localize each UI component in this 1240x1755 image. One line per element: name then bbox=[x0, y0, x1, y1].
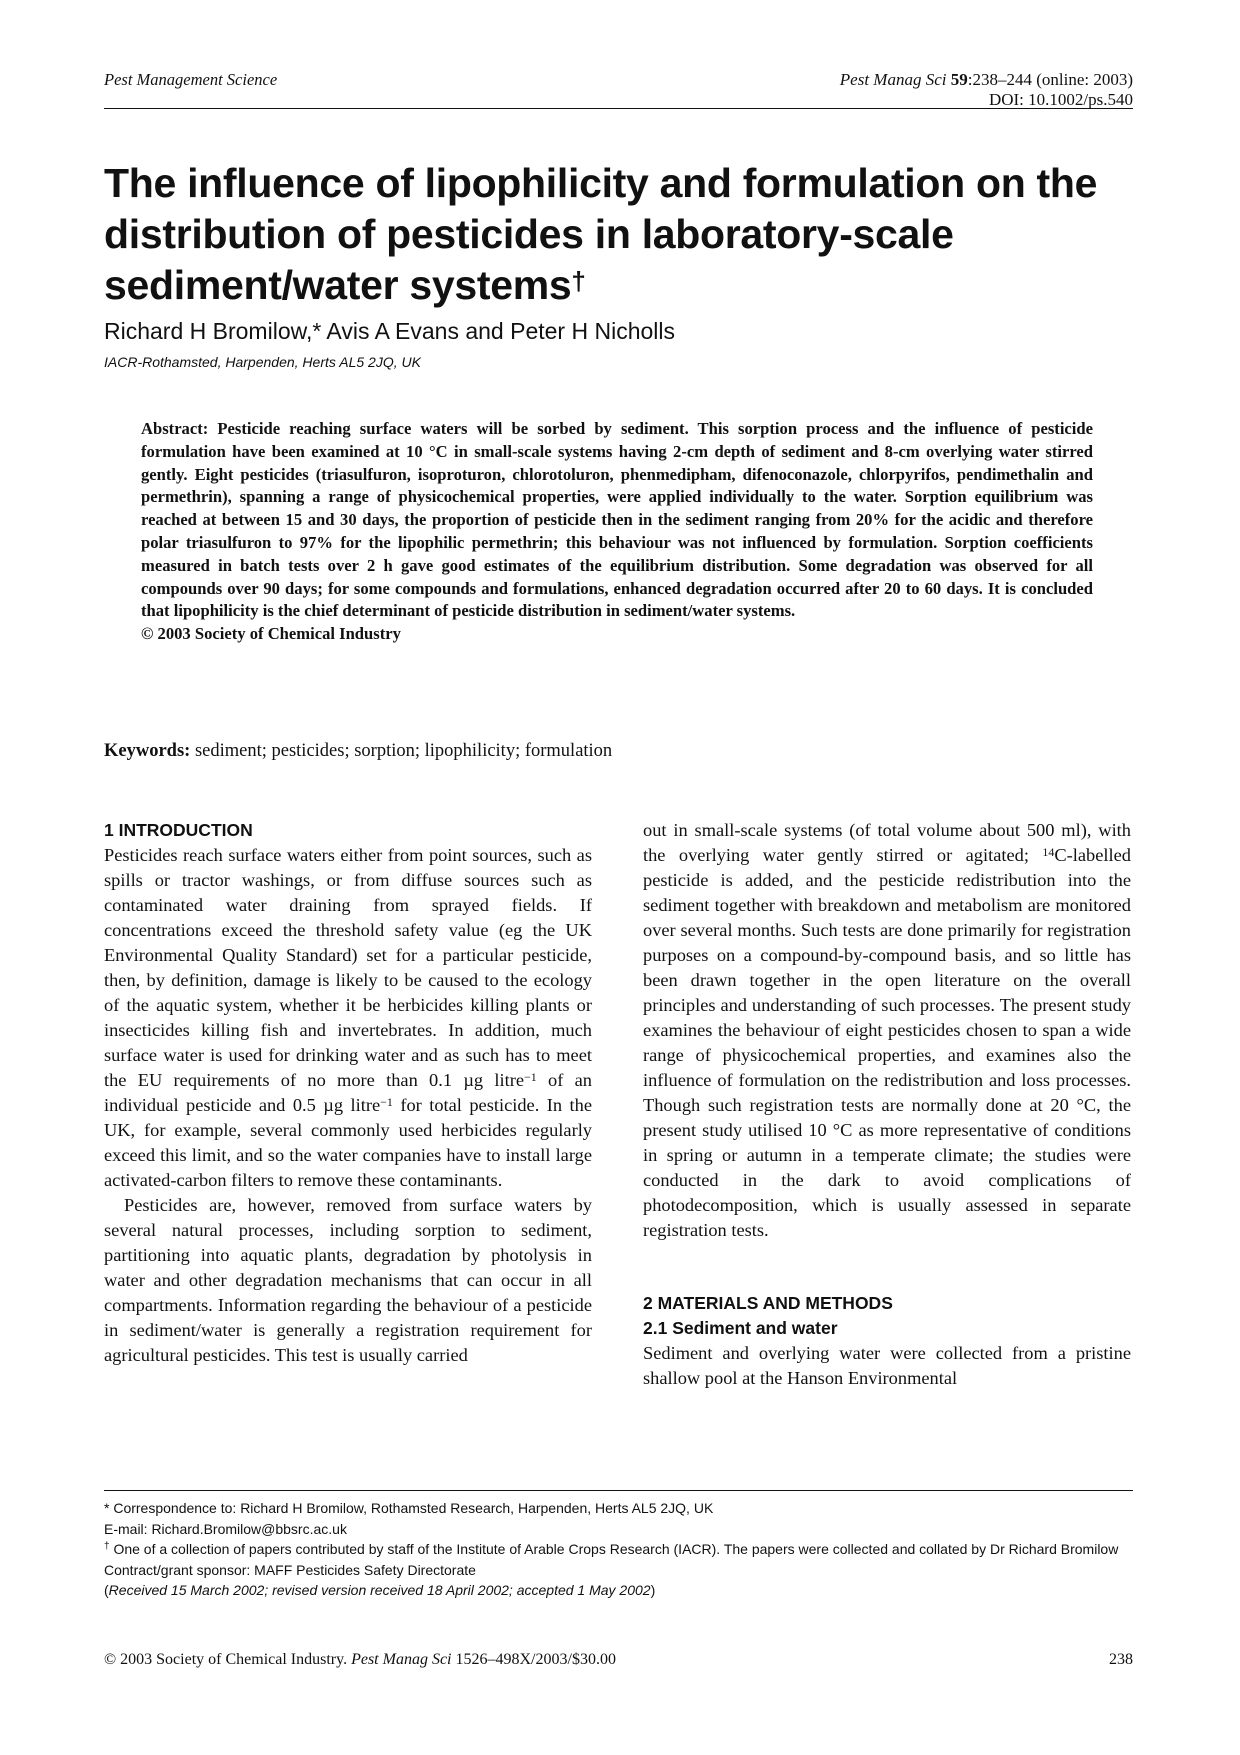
doi: DOI: 10.1002/ps.540 bbox=[988, 90, 1133, 109]
intro-paragraph-1 bbox=[104, 843, 592, 1193]
affiliation: IACR-Rothamsted, Harpenden, Herts AL5 2JQ, UK bbox=[104, 354, 421, 370]
citation-line bbox=[633, 70, 1133, 90]
running-head-journal: Pest Management Science bbox=[104, 70, 278, 89]
sponsor-note: Contract/grant sponsor: MAFF Pesticides Safety Directorate bbox=[104, 1561, 476, 1578]
keywords-label: Keywords: bbox=[104, 741, 191, 761]
dagger-mark: † bbox=[104, 1541, 110, 1552]
intro-p3-text-b: C-labelled pesticide is added, and the pesticide redistribution into the sediment together with breakdown and metabolism are monitored over several months. Such tests are done primarily for registration purposes on a compound-by-compound basis, and so little has been drawn together in the open literature on the overall principles and understanding of such processes. The present study examines the behaviour of eight pesticides chosen to span a wide range of physicochemical properties, and examines also the influence of formulation on the redistribution and loss processes. Though such registration tests are normally done at 20 °C, the present study utilised 10 °C as more representative of conditions in spring or autumn in a temperate climate; the studies were conducted in the dark to avoid complications of photodecomposition, which is usually assessed in separate registration tests. bbox=[643, 845, 1131, 1240]
email-note: E-mail: Richard.Bromilow@bbsrc.ac.uk bbox=[104, 1520, 347, 1537]
authors: Richard H Bromilow,* Avis A Evans and Peter H Nicholls bbox=[104, 318, 675, 344]
keywords bbox=[104, 741, 612, 762]
section-2-heading: 2 MATERIALS AND METHODS bbox=[643, 1293, 893, 1313]
footer-copyright bbox=[104, 1651, 616, 1669]
abstract bbox=[141, 418, 1093, 646]
received-dates: Received 15 March 2002; revised version received 18 April 2002; accepted 1 May 2002 bbox=[108, 1582, 651, 1598]
citation-block bbox=[633, 70, 1133, 110]
page-number: 238 bbox=[1109, 1651, 1133, 1668]
header-rule bbox=[104, 108, 1133, 109]
keywords-list: sediment; pesticides; sorption; lipophilicity; formulation bbox=[190, 741, 613, 761]
intro-p1-text-c: for total pesticide. In the UK, for example, several commonly used herbicides regularly exceed this limit, and so the water companies have to install large activated-carbon filters to remove these contaminants. bbox=[104, 1095, 592, 1190]
dagger-note-text: One of a collection of papers contributed by staff of the Institute of Arable Crops Research (IACR). The papers were collected and collated by Dr Richard Bromilow bbox=[109, 1541, 1119, 1557]
intro-paragraph-2: Pesticides are, however, removed from surface waters by several natural processes, including sorption to sediment, partitioning into aquatic plants, degradation by photolysis in water and other degradation mechanisms that can occur in all compartments. Information regarding the behaviour of a pesticide in sediment/water is generally a registration requirement for agricultural pesticides. This test is usually carried bbox=[104, 1195, 592, 1365]
title-dagger: † bbox=[571, 266, 586, 296]
correspondence-note: * Correspondence to: Richard H Bromilow, Rothamsted Research, Harpenden, Herts AL5 2JQ, UK bbox=[104, 1500, 714, 1516]
received-open-paren: ( bbox=[104, 1582, 109, 1598]
intro-p1-superscript-2: −1 bbox=[380, 1095, 393, 1109]
abstract-text: Abstract: Pesticide reaching surface waters will be sorbed by sediment. This sorption process and the influence of pesticide formulation have been examined at 10 °C in small-scale systems having 2-cm depth of sediment and 8-cm overlying water stirred gently. Eight pesticides (triasulfuron, isoproturon, chlorotoluron, phenmedipham, difenoconazole, chlorpyrifos, pendimethalin and permethrin), spanning a range of physicochemical properties, were applied individually to the water. Sorption equilibrium was reached at between 15 and 30 days, the proportion of pesticide then in the sediment ranging from 20% for the acidic and therefore polar triasulfuron to 97% for the lipophilic permethrin; this behaviour was not influenced by formulation. Sorption coefficients measured in batch tests over 2 h gave good estimates of the equilibrium distribution. Some degradation was observed for all compounds over 90 days; for some compounds and formulations, enhanced degradation occurred after 20 to 60 days. It is concluded that lipophilicity is the chief determinant of pesticide distribution in sediment/water systems. bbox=[141, 419, 1093, 621]
intro-p1-text-b: of an individual pesticide and 0.5 µg litre bbox=[104, 1070, 593, 1115]
section-1-heading: 1 INTRODUCTION bbox=[104, 820, 253, 840]
methods-paragraph-1: Sediment and overlying water were collected from a pristine shallow pool at the Hanson Environmental bbox=[643, 1343, 1131, 1388]
citation-volume: 59 bbox=[950, 70, 968, 89]
footer-copyright-text: © 2003 Society of Chemical Industry. bbox=[104, 1651, 352, 1668]
citation-journal: Pest Manag Sci bbox=[839, 70, 947, 89]
footnotes bbox=[104, 1498, 1133, 1601]
abstract-copyright: © 2003 Society of Chemical Industry bbox=[141, 624, 401, 644]
section-2-1-heading: 2.1 Sediment and water bbox=[643, 1318, 838, 1338]
received-close-paren: ) bbox=[650, 1582, 656, 1598]
footer-journal: Pest Manag Sci bbox=[351, 1651, 452, 1668]
article-title bbox=[104, 158, 1154, 311]
column-left bbox=[104, 818, 592, 1368]
column-right bbox=[643, 818, 1131, 1391]
article-title-text: The influence of lipophilicity and formulation on the distribution of pesticides in laboratory-scale sediment/water systems bbox=[104, 160, 1098, 308]
dagger-note bbox=[104, 1539, 1133, 1560]
footnote-rule bbox=[104, 1490, 1133, 1491]
intro-p3-superscript: 14 bbox=[1042, 845, 1055, 859]
footer-issn-price: 1526–498X/2003/$30.00 bbox=[451, 1651, 616, 1668]
citation-pages: :238–244 (online: 2003) bbox=[967, 70, 1133, 89]
intro-p1-superscript-1: −1 bbox=[524, 1070, 537, 1084]
intro-p1-text-a: Pesticides reach surface waters either from point sources, such as spills or tractor washings, or from diffuse sources such as contaminated water draining from sprayed fields. If concentrations exceed the threshold safety value (eg the UK Environmental Quality Standard) set for a particular pesticide, then, by definition, damage is likely to be caused to the ecology of the aquatic system, whether it be herbicides killing plants or insecticides killing fish and invertebrates. In addition, much surface water is used for drinking water and as such has to meet the EU requirements of no more than 0.1 µg litre bbox=[104, 845, 592, 1090]
intro-paragraph-3 bbox=[643, 818, 1131, 1243]
received-note bbox=[104, 1580, 1133, 1601]
intro-p3-text-a: out in small-scale systems (of total volume about 500 ml), with the overlying water gently stirred or agitated; bbox=[643, 820, 1131, 865]
